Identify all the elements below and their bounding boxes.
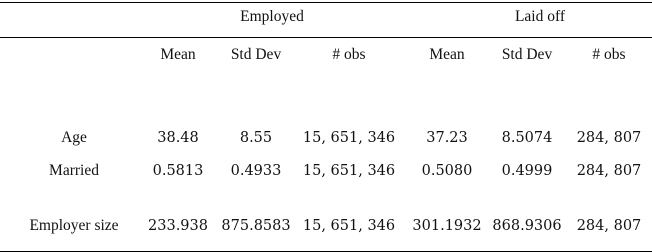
- row-label-employer-size: Employer size: [29, 217, 119, 234]
- row-label-married: Married: [49, 162, 99, 179]
- table-cell: 15, 651, 346: [302, 163, 396, 179]
- table-cell: 0.5080: [421, 163, 473, 179]
- column-header: Mean: [160, 46, 196, 63]
- column-header: # obs: [592, 46, 626, 63]
- table-cell: 875.8583: [221, 218, 291, 234]
- table-cell: 8.55: [239, 130, 273, 146]
- group-header-laid-off: Laid off: [514, 8, 566, 25]
- table-cell: 301.1932: [412, 218, 482, 234]
- group-header-employed: Employed: [240, 8, 304, 25]
- table-cell: 38.48: [157, 130, 199, 146]
- top-rule: [0, 2, 652, 3]
- table-cell: 284, 807: [576, 130, 642, 146]
- table-cell: 15, 651, 346: [302, 218, 396, 234]
- table-cell: 37.23: [426, 130, 468, 146]
- column-header: Std Dev: [230, 46, 282, 63]
- table-cell: 0.4933: [230, 163, 282, 179]
- table-cell: 233.938: [148, 218, 208, 234]
- table-cell: 0.4999: [501, 163, 553, 179]
- table-cell: 0.5813: [152, 163, 204, 179]
- table-cell: 868.9306: [492, 218, 562, 234]
- table-cell: 8.5074: [501, 130, 553, 146]
- column-header: # obs: [332, 46, 366, 63]
- table-cell: 284, 807: [576, 163, 642, 179]
- header-rule: [0, 37, 652, 38]
- table-cell: 15, 651, 346: [302, 130, 396, 146]
- row-label-age: Age: [61, 129, 87, 146]
- table-cell: 284, 807: [576, 218, 642, 234]
- column-header: Mean: [429, 46, 465, 63]
- column-header: Std Dev: [501, 46, 553, 63]
